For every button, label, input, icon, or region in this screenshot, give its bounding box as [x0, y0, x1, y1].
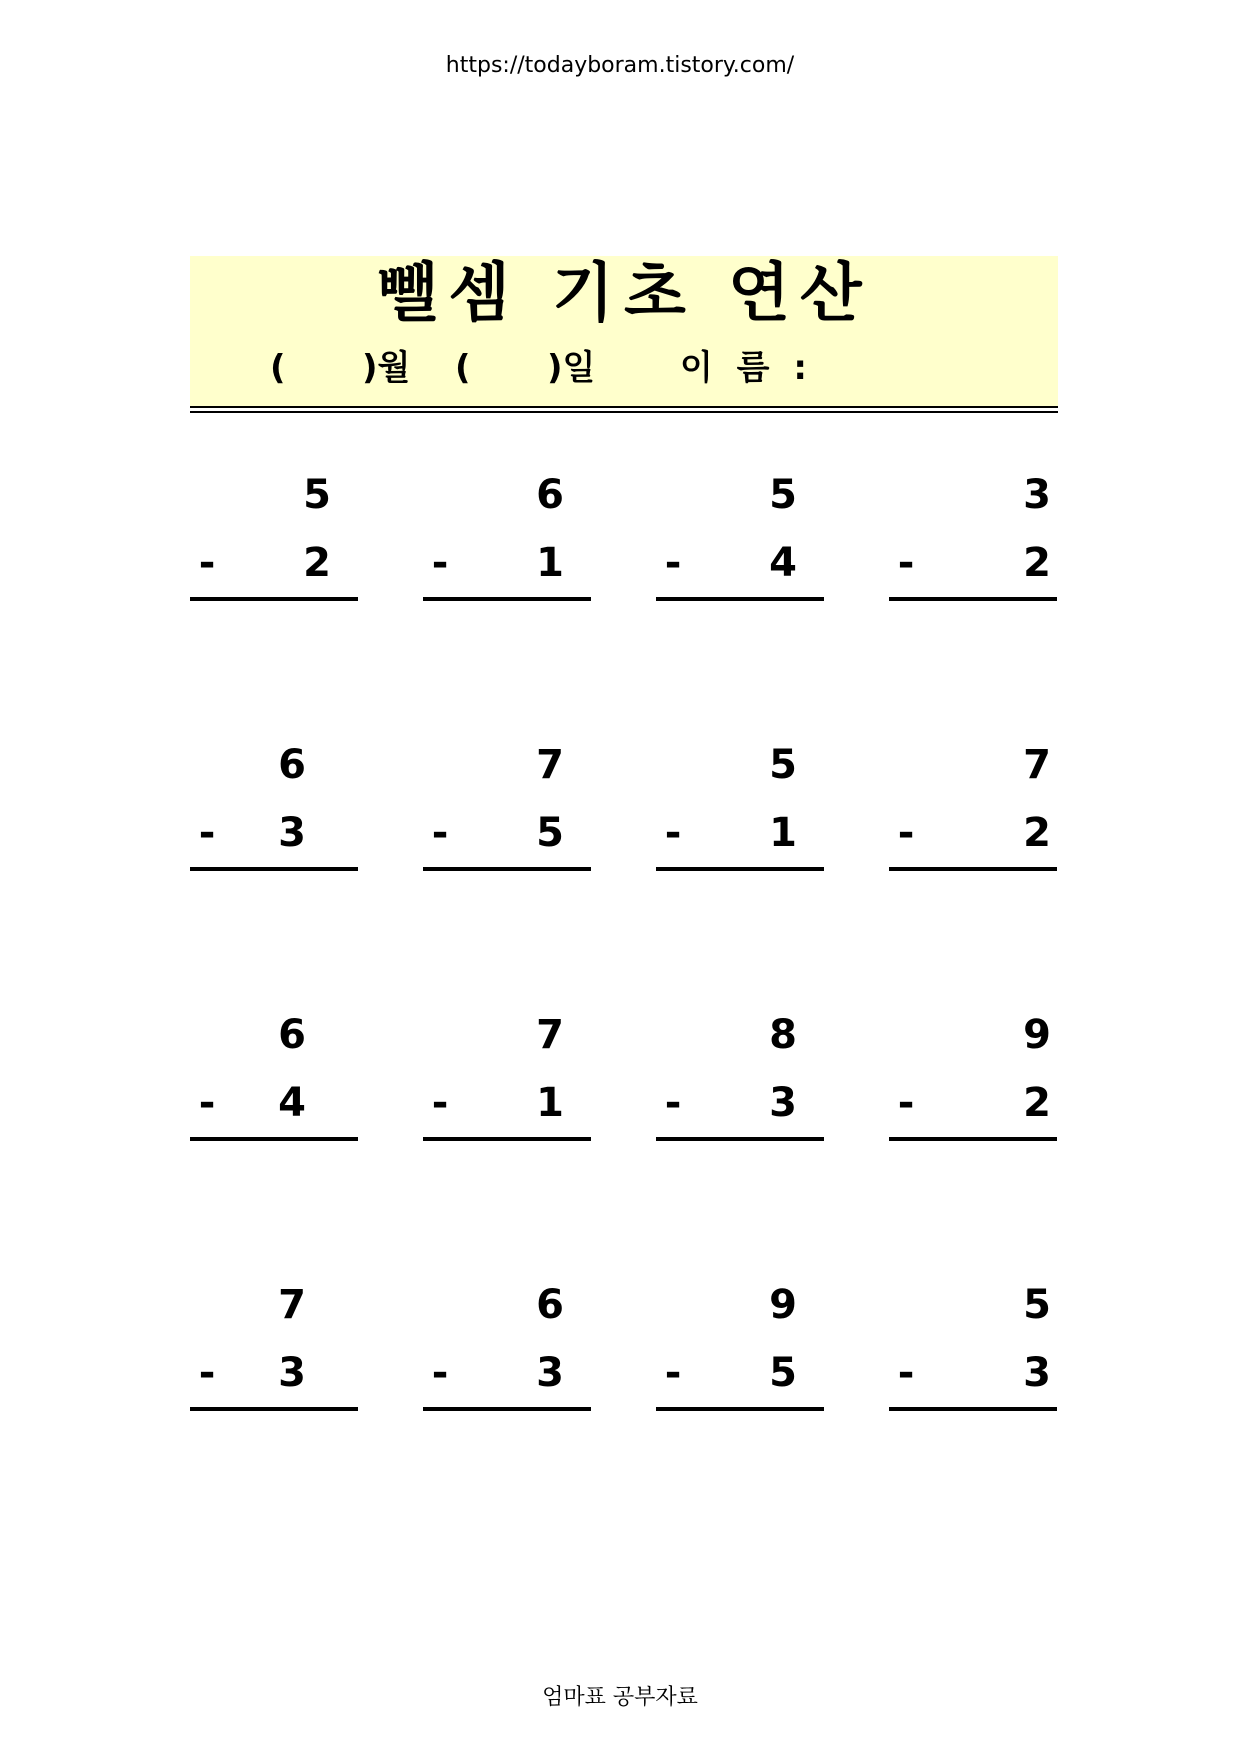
minus-sign: -: [897, 540, 915, 586]
header-divider-bottom: [190, 411, 1058, 413]
answer-line: [656, 597, 824, 601]
name-label: 이 름 :: [680, 348, 813, 388]
answer-line: [190, 597, 358, 601]
minuend: 5: [303, 472, 331, 518]
minuend: 7: [1023, 742, 1051, 788]
minus-sign: -: [431, 810, 449, 856]
subtraction-problem: [889, 1280, 1057, 1400]
answer-line: [889, 1407, 1057, 1411]
subtraction-problem: [889, 470, 1057, 590]
subtrahend: 1: [536, 540, 564, 586]
subtraction-problem: [423, 740, 591, 860]
subtrahend: 1: [769, 810, 797, 856]
minuend: 9: [769, 1282, 797, 1328]
subtrahend: 2: [1023, 1080, 1051, 1126]
minus-sign: -: [431, 1080, 449, 1126]
day-open-paren: (: [455, 348, 471, 388]
answer-line: [889, 1137, 1057, 1141]
minuend: 7: [278, 1282, 306, 1328]
minuend: 3: [1023, 472, 1051, 518]
subtraction-problem: [423, 1280, 591, 1400]
subtrahend: 4: [278, 1080, 306, 1126]
minus-sign: -: [664, 1350, 682, 1396]
subtrahend: 3: [278, 1350, 306, 1396]
minus-sign: -: [198, 1080, 216, 1126]
minus-sign: -: [431, 540, 449, 586]
answer-line: [423, 1407, 591, 1411]
subtrahend: 3: [1023, 1350, 1051, 1396]
month-label: )월: [362, 348, 411, 388]
subtraction-problem: [190, 740, 358, 860]
answer-line: [889, 597, 1057, 601]
subtrahend: 2: [1023, 810, 1051, 856]
answer-line: [423, 597, 591, 601]
minus-sign: -: [664, 1080, 682, 1126]
worksheet-title: 뺄셈 기초 연산: [376, 257, 872, 331]
subtrahend: 4: [769, 540, 797, 586]
subtraction-problem: [656, 740, 824, 860]
minus-sign: -: [664, 540, 682, 586]
subtraction-problem: [889, 740, 1057, 860]
answer-line: [423, 867, 591, 871]
day-label: )일: [547, 348, 596, 388]
subtraction-problem: [889, 1010, 1057, 1130]
minuend: 5: [769, 742, 797, 788]
subtraction-problem: [656, 470, 824, 590]
minuend: 9: [1023, 1012, 1051, 1058]
subtrahend: 3: [278, 810, 306, 856]
answer-line: [190, 1137, 358, 1141]
worksheet-header: [190, 256, 1058, 406]
answer-line: [656, 1137, 824, 1141]
subtrahend: 3: [769, 1080, 797, 1126]
minuend: 7: [536, 1012, 564, 1058]
minuend: 5: [769, 472, 797, 518]
minus-sign: -: [198, 810, 216, 856]
month-open-paren: (: [270, 348, 286, 388]
minuend: 6: [278, 742, 306, 788]
minus-sign: -: [897, 1080, 915, 1126]
source-url: https://todayboram.tistory.com/: [445, 53, 795, 78]
header-divider-top: [190, 406, 1058, 408]
subtraction-problem: [423, 470, 591, 590]
subtrahend: 2: [1023, 540, 1051, 586]
subtrahend: 3: [536, 1350, 564, 1396]
minuend: 5: [1023, 1282, 1051, 1328]
answer-line: [656, 1407, 824, 1411]
answer-line: [190, 1407, 358, 1411]
minuend: 6: [536, 472, 564, 518]
footer-caption: 엄마표 공부자료: [542, 1685, 698, 1710]
subtrahend: 1: [536, 1080, 564, 1126]
subtraction-problem: [656, 1010, 824, 1130]
subtraction-problem: [423, 1010, 591, 1130]
subtrahend: 2: [303, 540, 331, 586]
minus-sign: -: [664, 810, 682, 856]
minuend: 7: [536, 742, 564, 788]
subtrahend: 5: [536, 810, 564, 856]
minus-sign: -: [198, 1350, 216, 1396]
minus-sign: -: [897, 810, 915, 856]
minuend: 8: [769, 1012, 797, 1058]
minus-sign: -: [431, 1350, 449, 1396]
answer-line: [190, 867, 358, 871]
subtrahend: 5: [769, 1350, 797, 1396]
subtraction-problem: [656, 1280, 824, 1400]
subtraction-problem: [190, 1010, 358, 1130]
subtraction-problem: [190, 1280, 358, 1400]
minus-sign: -: [897, 1350, 915, 1396]
minuend: 6: [278, 1012, 306, 1058]
answer-line: [656, 867, 824, 871]
answer-line: [889, 867, 1057, 871]
subtraction-problem: [190, 470, 358, 590]
minus-sign: -: [198, 540, 216, 586]
minuend: 6: [536, 1282, 564, 1328]
answer-line: [423, 1137, 591, 1141]
